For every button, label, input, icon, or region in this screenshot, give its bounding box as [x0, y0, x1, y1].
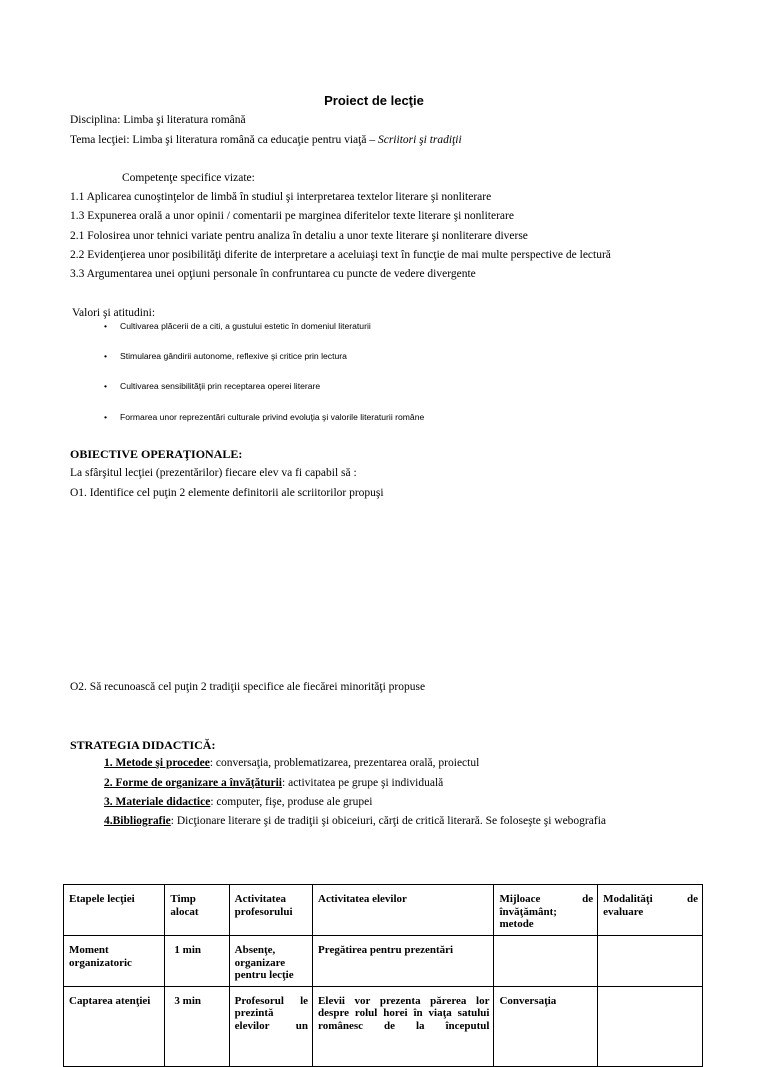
table-row	[64, 935, 703, 986]
table-header-row	[64, 885, 703, 936]
table-cell	[494, 935, 598, 986]
strategia-label: 3. Materiale didactice	[104, 796, 211, 808]
bullet-icon: •	[104, 381, 108, 391]
strategia-text: : activitatea pe grupe şi individuală	[282, 777, 444, 789]
strategia-heading: STRATEGIA DIDACTICĂ:	[70, 738, 216, 752]
valori-list-item	[104, 381, 320, 391]
strategia-label: 2. Forme de organizare a învăţăturii	[104, 777, 283, 789]
strategia-item	[104, 815, 606, 829]
strategia-item	[104, 757, 479, 771]
lesson-table	[63, 884, 703, 1067]
table-cell: 1 min	[165, 935, 229, 986]
valori-item-text: Cultivarea plăcerii de a citi, a gustului estetic în domeniul literaturii	[120, 321, 371, 331]
bullet-icon: •	[104, 321, 108, 331]
valori-heading: Valori şi atitudini:	[72, 307, 156, 319]
table-header-cell: Timp alocat	[165, 885, 229, 936]
valori-item-text: Formarea unor reprezentări culturale privind evoluţia şi valorile literaturii române	[120, 412, 425, 422]
strategia-label: 4.Bibliografie	[104, 815, 171, 827]
table-cell: Captarea atenţiei	[64, 986, 165, 1066]
strategia-item	[104, 796, 372, 810]
strategia-label: 1. Metode şi procedee	[104, 757, 210, 769]
table-cell	[598, 986, 703, 1066]
valori-list-item	[104, 321, 371, 331]
competente-heading: Competenţe specifice vizate:	[122, 172, 255, 184]
table-cell: Elevii vor prezenta părerea lor despre rolul horei în viaţa satului românesc de la începutul	[313, 986, 494, 1066]
valori-item-text: Cultivarea sensibilităţii prin receptarea operei literare	[120, 381, 321, 391]
strategia-text: : conversaţia, problematizarea, prezentarea orală, proiectul	[209, 757, 480, 769]
strategia-item	[104, 777, 443, 791]
table-header-cell: Etapele lecţiei	[64, 885, 165, 936]
competenta-item: 1.1 Aplicarea cunoştinţelor de limbă în studiul şi interpretarea textelor literare şi nonliterare	[70, 191, 492, 203]
tema-prefix: Tema lecţiei: Limba şi literatura română ca educaţie pentru viaţă –	[70, 134, 378, 146]
table-header-cell: Activitatea profesorului	[229, 885, 312, 936]
obiective-intro: La sfârşitul lecţiei (prezentărilor) fiecare elev va fi capabil să :	[70, 467, 357, 479]
table-cell: Pregătirea pentru prezentări	[313, 935, 494, 986]
valori-list-item	[104, 412, 424, 422]
table-cell: Absenţe, organizare pentru lecţie	[229, 935, 312, 986]
obiective-heading: OBIECTIVE OPERAŢIONALE:	[70, 447, 243, 461]
bullet-icon: •	[104, 351, 108, 361]
strategia-text: : computer, fişe, produse ale grupei	[210, 796, 373, 808]
page-title: Proiect de lecţie	[324, 93, 424, 108]
table-cell: Profesorul le prezintă elevilor un	[229, 986, 312, 1066]
table-cell: 3 min	[165, 986, 229, 1066]
obiectiv-item: O1. Identifice cel puţin 2 elemente definitorii ale scriitorilor propuşi	[70, 487, 384, 499]
table-cell	[598, 935, 703, 986]
competenta-item: 3.3 Argumentarea unei opţiuni personale în confruntarea cu puncte de vedere divergente	[70, 268, 476, 280]
valori-list-item	[104, 351, 347, 361]
competenta-item: 1.3 Expunerea orală a unor opinii / comentarii pe marginea diferitelor texte literare şi nonliterare	[70, 210, 514, 222]
bullet-icon: •	[104, 412, 108, 422]
table-cell: Moment organizatoric	[64, 935, 165, 986]
table-header-cell: Modalităţi de evaluare	[598, 885, 703, 936]
table-row	[64, 986, 703, 1066]
obiectiv-item: O2. Să recunoască cel puţin 2 tradiţii specifice ale fiecărei minorităţi propuse	[70, 681, 426, 693]
table-header-cell: Mijloace de învăţământ; metode	[494, 885, 598, 936]
tema-italic: Scriitori şi tradiţii	[377, 134, 462, 146]
disciplina-line: Disciplina: Limba şi literatura română	[70, 114, 246, 126]
table-cell: Conversaţia	[494, 986, 598, 1066]
tema-line	[70, 134, 462, 148]
competenta-item: 2.2 Evidenţierea unor posibilităţi diferite de interpretare a aceluiaşi text în funcţie de mai multe perspective de lectură	[70, 249, 611, 261]
competenta-item: 2.1 Folosirea unor tehnici variate pentru analiza în detaliu a unor texte literare şi nonliterare diverse	[70, 230, 528, 242]
valori-item-text: Stimularea gândirii autonome, reflexive şi critice prin lectura	[120, 351, 347, 361]
table-header-cell: Activitatea elevilor	[313, 885, 494, 936]
strategia-text: : Dicţionare literare şi de tradiţii şi obiceiuri, cărţi de critică literară. Se foloseşte şi webografia	[170, 815, 606, 827]
